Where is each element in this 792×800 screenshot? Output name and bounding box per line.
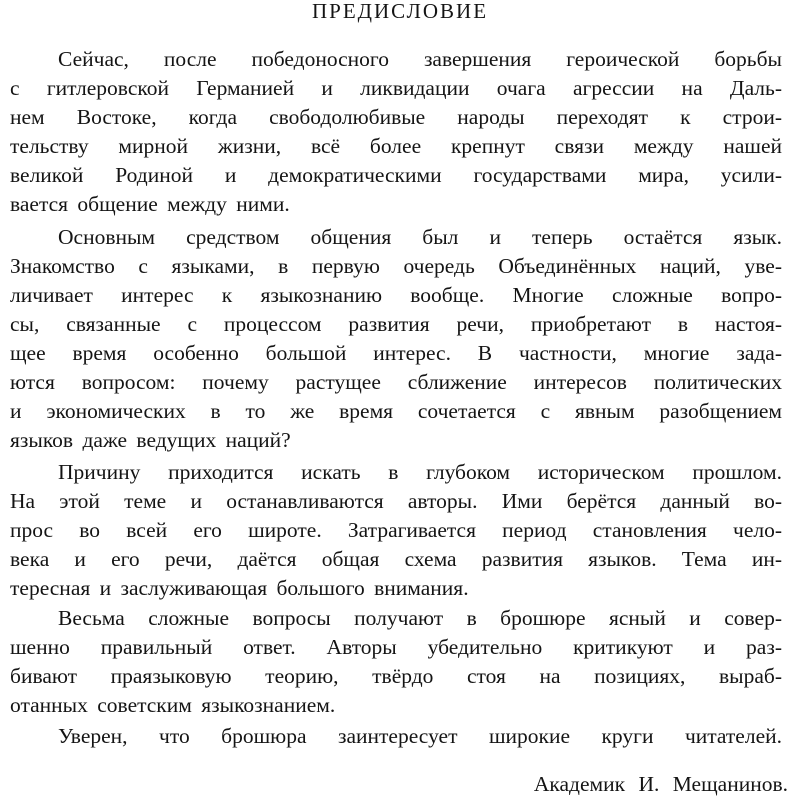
paragraph-2-line-2: Знакомство с языками, в первую очередь Объединённых наций, уве- xyxy=(10,254,782,278)
paragraph-2-line-8: языков даже ведущих наций? xyxy=(10,428,291,452)
paragraph-4-line-3: бивают праязыковую теорию, твёрдо стоя на позициях, выраб- xyxy=(10,664,782,688)
page-title: ПРЕДИСЛОВИЕ xyxy=(311,0,489,23)
paragraph-4-line-1: Весьма сложные вопросы получают в брошюре ясный и совер- xyxy=(58,606,782,630)
paragraph-4-line-4: отанных советским языкознанием. xyxy=(10,693,336,717)
paragraph-2-line-3: личивает интерес к языкознанию вообще. Многие сложные вопро- xyxy=(10,283,782,307)
paragraph-2-line-7: и экономических в то же время сочетается с явным разобщением xyxy=(10,399,782,423)
paragraph-2-line-4: сы, связанные с процессом развития речи, приобретают в настоя- xyxy=(10,312,782,336)
author-signature: Академик И. Мещанинов. xyxy=(533,772,788,796)
paragraph-2-line-6: ются вопросом: почему растущее сближение интересов политических xyxy=(10,370,782,394)
paragraph-1-line-5: великой Родиной и демократическими государствами мира, усили- xyxy=(10,163,782,187)
paragraph-4-line-2: шенно правильный ответ. Авторы убедительно критикуют и раз- xyxy=(10,635,782,659)
paragraph-5-line-1: Уверен, что брошюра заинтересует широкие круги читателей. xyxy=(58,724,782,748)
paragraph-3-line-4: века и его речи, даётся общая схема развития языков. Тема ин- xyxy=(10,547,782,571)
paragraph-3-line-5: тересная и заслуживающая большого внимания. xyxy=(10,576,469,600)
paragraph-1-line-6: вается общение между ними. xyxy=(10,192,290,216)
paragraph-3-line-3: прос во всей его широте. Затрагивается период становления чело- xyxy=(10,518,782,542)
paragraph-2-line-1: Основным средством общения был и теперь остаётся язык. xyxy=(58,225,782,249)
paragraph-1-line-4: тельству мирной жизни, всё более крепнут связи между нашей xyxy=(10,134,782,158)
paragraph-1-line-2: с гитлеровской Германией и ликвидации очага агрессии на Даль- xyxy=(10,76,782,100)
paragraph-3-line-1: Причину приходится искать в глубоком историческом прошлом. xyxy=(58,460,782,484)
paragraph-1-line-1: Сейчас, после победоносного завершения героической борьбы xyxy=(58,47,782,71)
paragraph-2-line-5: щее время особенно большой интерес. В частности, многие зада- xyxy=(10,341,782,365)
paragraph-3-line-2: На этой теме и останавливаются авторы. Ими берётся данный во- xyxy=(10,489,782,513)
paragraph-1-line-3: нем Востоке, когда свободолюбивые народы переходят к строи- xyxy=(10,105,782,129)
